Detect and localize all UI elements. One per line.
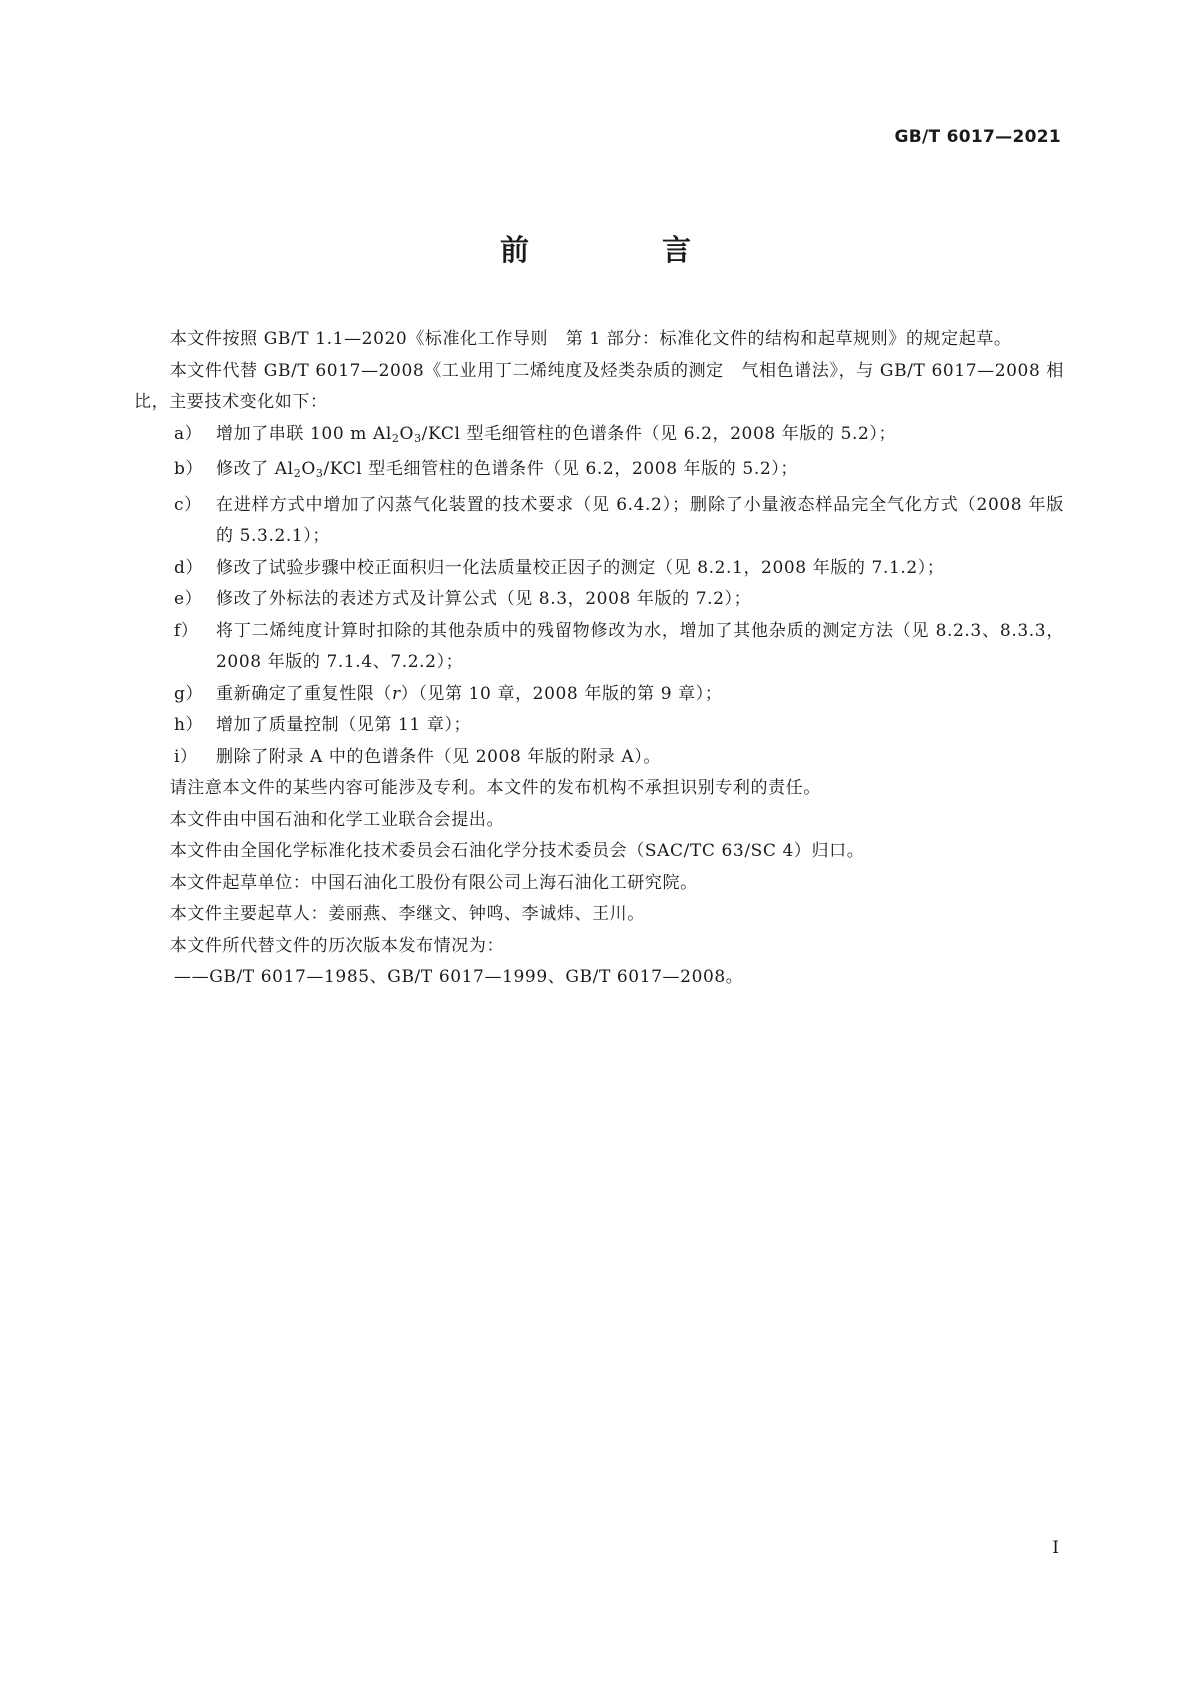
list-item-text: 修改了 $Al_2O_3$/KCl 型毛细管柱的色谱条件（见 6.2，2008 年版的 5.2）；	[216, 459, 798, 480]
list-item	[134, 419, 1064, 455]
list-item-label: d）	[174, 557, 204, 578]
centralizer-statement: 本文件由全国化学标准化技术委员会石油化学分技术委员会（SAC/TC 63/SC 4）归口。	[169, 841, 865, 861]
list-item-text: 修改了试验步骤中校正面积归一化法质量校正因子的测定（见 8.2.1，2008 年版的 7.1.2）；	[216, 557, 945, 578]
history-intro: 本文件所代替文件的历次版本发布情况为：	[169, 935, 505, 956]
list-item	[134, 553, 1064, 585]
drafters-statement: 本文件主要起草人：姜丽燕、李继文、钟鸣、李诚炜、王川。	[169, 904, 645, 924]
history-list: ——GB/T 6017—1985、GB/T 6017—1999、GB/T 6017—2008。	[174, 967, 744, 987]
list-item-label: i）	[174, 746, 198, 767]
drafting-unit-statement: 本文件起草单位：中国石油化工股份有限公司上海石油化工研究院。	[169, 872, 698, 893]
paragraph-replacement: 本文件代替 GB/T 6017—2008《工业用丁二烯纯度及烃类杂质的测定 气相色谱法》，与 GB/T 6017—2008 相比，主要技术变化如下：	[134, 360, 1064, 412]
proposer-statement: 本文件由中国石油和化学工业联合会提出。	[169, 809, 505, 830]
list-item-text: 增加了质量控制（见第 11 章）；	[216, 715, 472, 735]
list-item-text: 将丁二烯纯度计算时扣除的其他杂质中的残留物修改为水，增加了其他杂质的测定方法（见 8.2.3、8.3.3，2008 年版的 7.1.4、7.2.2）；	[216, 620, 1064, 672]
list-item-label: e）	[174, 589, 203, 609]
list-item-text: 增加了串联 100 m $Al_2O_3$/KCl 型毛细管柱的色谱条件（见 6.2，2008 年版的 5.2）；	[216, 423, 897, 445]
list-item-label: b）	[174, 459, 204, 479]
paragraph-drafting-basis: 本文件按照 GB/T 1.1—2020《标准化工作导则 第 1 部分：标准化文件的结构和起草规则》的规定起草。	[169, 329, 1012, 349]
patent-notice: 请注意本文件的某些内容可能涉及专利。本文件的发布机构不承担识别专利的责任。	[169, 778, 821, 798]
list-item-text: 在进样方式中增加了闪蒸气化装置的技术要求（见 6.4.2）；删除了小量液态样品完全气化方式（2008 年版的 5.3.2.1）；	[216, 494, 1064, 546]
list-item-label: f）	[174, 620, 199, 641]
document-code: GB/T 6017—2021	[894, 127, 1061, 147]
list-item-text: 删除了附录 A 中的色谱条件（见 2008 年版的附录 A）。	[216, 746, 661, 767]
foreword-body	[134, 324, 1064, 994]
list-item-text: 重新确定了重复性限（r）（见第 10 章，2008 年版的第 9 章）；	[216, 683, 723, 704]
list-item-label: h）	[174, 715, 204, 735]
list-item-label: c）	[174, 494, 202, 515]
list-item	[134, 742, 1064, 774]
list-item-label: g）	[174, 683, 204, 704]
list-item	[134, 710, 1064, 742]
list-item	[134, 616, 1064, 679]
list-item-label: a）	[174, 423, 203, 444]
list-item-text: 修改了外标法的表述方式及计算公式（见 8.3，2008 年版的 7.2）；	[216, 589, 752, 609]
list-item	[134, 584, 1064, 616]
page-title: 前 言	[499, 233, 743, 267]
page-number: I	[1052, 1538, 1059, 1558]
list-item	[134, 454, 1064, 490]
list-item	[134, 490, 1064, 553]
changes-list	[134, 419, 1064, 774]
list-item	[134, 679, 1064, 711]
